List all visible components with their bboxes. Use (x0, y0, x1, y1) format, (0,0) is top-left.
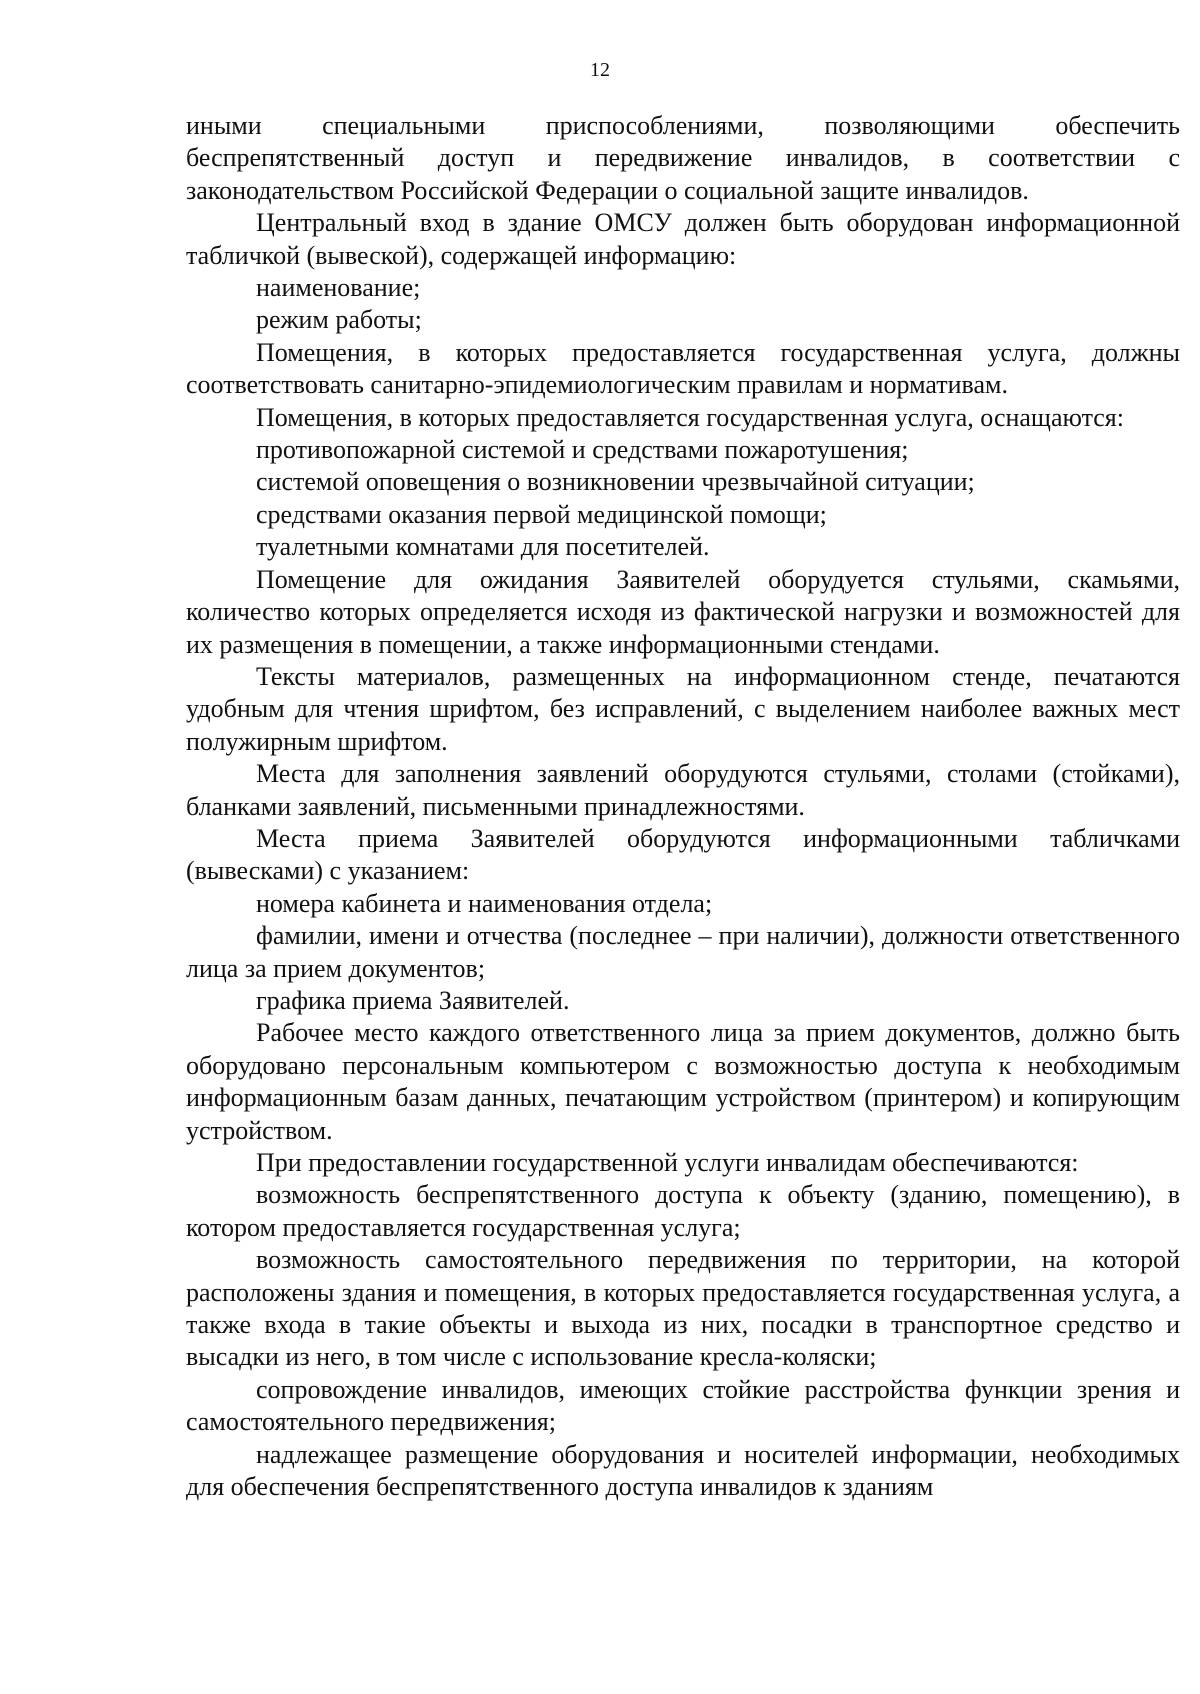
paragraph: фамилии, имени и отчества (последнее – при наличии), должности ответственного лица за прием документов; (186, 921, 1180, 983)
list-item: системой оповещения о возникновении чрезвычайной ситуации; (256, 467, 975, 497)
list-item: режим работы; (256, 305, 422, 335)
list-item: средствами оказания первой медицинской помощи; (256, 499, 827, 529)
list-item: номера кабинета и наименования отдела; (256, 888, 713, 918)
paragraph: Места приема Заявителей оборудуются информационными табличками (вывесками) с указанием: (186, 823, 1180, 886)
document-body (186, 110, 1180, 1503)
list-item: графика приема Заявителей. (256, 985, 570, 1015)
paragraph: Помещения, в которых предоставляется государственная услуга, должны соответствовать санитарно-эпидемиологическим правилам и нормативам. (186, 337, 1180, 400)
paragraph: Помещения, в которых предоставляется государственная услуга, оснащаются: (256, 402, 1124, 432)
page-number: 12 (590, 59, 610, 81)
paragraph: иными специальными приспособлениями, позволяющими обеспечить беспрепятственный доступ и передвижение инвалидов, в соответствии с законодательством Российской Федерации о социальной защите инвалидов. (186, 111, 1180, 205)
list-item: При предоставлении государственной услуги инвалидам обеспечиваются: (256, 1148, 1079, 1177)
list-item: туалетными комнатами для посетителей. (256, 532, 710, 562)
paragraph: Тексты материалов, размещенных на информационном стенде, печатаются удобным для чтения шрифтом, без исправлений, с выделением наиболее важных мест полужирным шрифтом. (186, 661, 1180, 756)
paragraph: надлежащее размещение оборудования и носителей информации, необходимых для обеспечения беспрепятственного доступа инвалидов к зданиям (186, 1439, 1180, 1502)
paragraph: возможность самостоятельного передвижения по территории, на которой расположены здания и помещения, в которых предоставляется государственная услуга, а также входа в такие объекты и выхода из них, посадки в транспортное средство и высадки из него, в том числе с использование кресла-коляски; (186, 1245, 1180, 1372)
paragraph: сопровождение инвалидов, имеющих стойкие расстройства функции зрения и самостоятельного передвижения; (186, 1374, 1180, 1437)
paragraph: Помещение для ожидания Заявителей оборудуется стульями, скамьями, количество которых определяется исходя из фактической нагрузки и возможностей для их размещения в помещении, а также информационными стендами. (186, 564, 1180, 659)
list-item: наименование; (256, 273, 421, 303)
list-item: противопожарной системой и средствами пожаротушения; (256, 435, 909, 465)
paragraph: Места для заполнения заявлений оборудуются стульями, столами (стойками), бланками заявлений, письменными принадлежностями. (186, 759, 1180, 821)
paragraph: Рабочее место каждого ответственного лица за прием документов, должно быть оборудовано персональным компьютером с возможностью доступа к необходимым информационным базам данных, печатающим устройством (принтером) и копирующим устройством. (186, 1018, 1180, 1145)
paragraph: возможность беспрепятственного доступа к объекту (зданию, помещению), в котором предоставляется государственная услуга; (186, 1180, 1180, 1242)
paragraph: Центральный вход в здание ОМСУ должен быть оборудован информационной табличкой (вывеской), содержащей информацию: (186, 208, 1180, 270)
